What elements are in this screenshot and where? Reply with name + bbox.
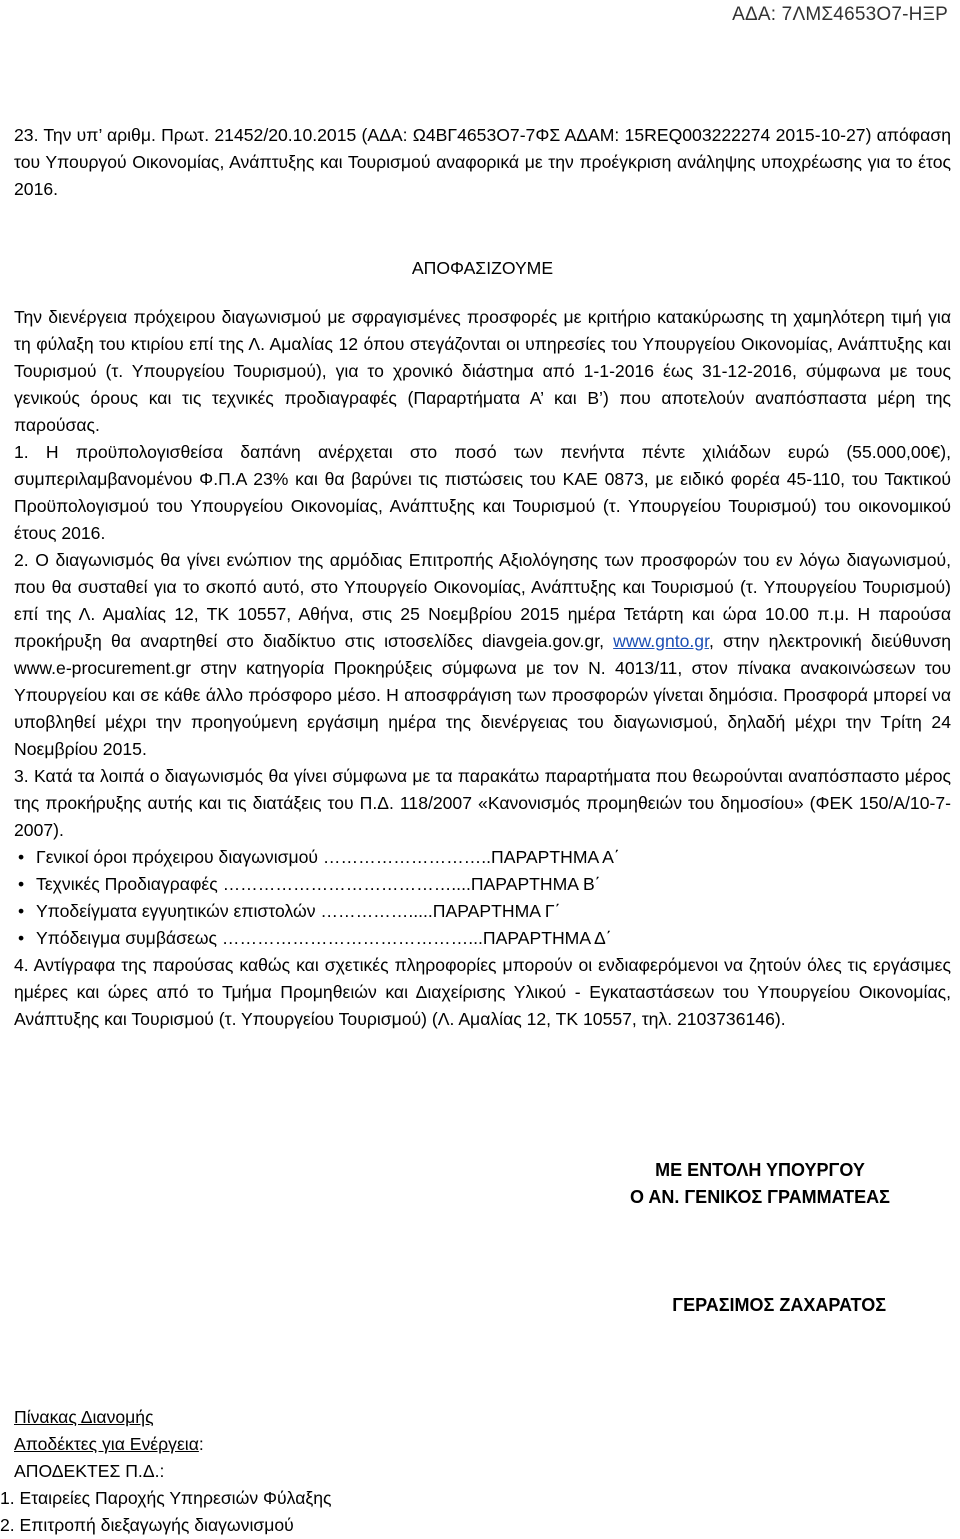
bullet-icon: • (18, 928, 25, 948)
distribution-title: Πίνακας Διανομής (14, 1407, 154, 1427)
annex-item-text: Υπόδειγμα συμβάσεως ……………………………………...ΠΑΡΑΡΤΗΜΑ Δ΄ (36, 928, 612, 948)
annex-item-text: Υποδείγματα εγγυητικών επιστολών …………….....ΠΑΡΑΡΤΗΜΑ Γ΄ (36, 901, 561, 921)
recipients-group-label: ΑΠΟΔΕΚΤΕΣ Π.Δ.: (14, 1461, 165, 1481)
gnto-website-link[interactable]: www.gnto.gr (613, 631, 709, 651)
annex-item-text: Τεχνικές Προδιαγραφές …………………………………....ΠΑΡΑΡΤΗΜΑ Β΄ (36, 874, 601, 894)
decision-item-1: 1. Η προϋπολογισθείσα δαπάνη ανέρχεται στο ποσό των πενήντα πέντε χιλιάδων ευρώ (55.000,00€), συμπεριλαμβανομένου Φ.Π.Α 23% και θα βαρύνει τις πιστώσεις του ΚΑΕ 0873, με ειδικό φορέα 45-110, του Τακτικού Προϋπολογισμού του Υπουργείου Οικονομίας, Ανάπτυξης και Τουρισμού (τ. Υπουργείου Τουρισμού) του οικονομικού έτους 2016. (14, 442, 951, 543)
annex-item (14, 844, 951, 871)
signature-block (610, 1157, 910, 1211)
signature-line-2: Ο ΑΝ. ΓΕΝΙΚΟΣ ΓΡΑΜΜΑΤΕΑΣ (630, 1187, 890, 1207)
annex-item-text: Γενικοί όροι πρόχειρου διαγωνισμού ………………………..ΠΑΡΑΡΤΗΜΑ Α΄ (36, 847, 620, 867)
reference-paragraph: 23. Την υπ’ αριθμ. Πρωτ. 21452/20.10.2015 (ΑΔΑ: Ω4ΒΓ4653Ο7-7ΦΣ ΑΔΑΜ: 15REQ003222274 2015-10-27) απόφαση του Υπουργού Οικονομίας, Ανάπτυξης και Τουρισμού αναφορικά με την προέγκριση ανάληψης υποχρέωσης για το έτος 2016. (14, 125, 951, 199)
action-recipients-row (14, 1431, 332, 1458)
action-recipients-label: Αποδέκτες για Ενέργεια (14, 1434, 199, 1454)
bullet-icon: • (18, 847, 25, 867)
decision-item-2 (14, 547, 951, 763)
distribution-list (0, 1404, 332, 1539)
recipient-item: 2. Επιτροπή διεξαγωγής διαγωνισμού (0, 1515, 294, 1535)
spacer (14, 282, 951, 304)
decision-item-3: 3. Κατά τα λοιπά ο διαγωνισμός θα γίνει σύμφωνα με τα παρακάτω παραρτήματα που θεωρούνται αναπόσπαστο μέρος της προκήρυξης αυτής και τις διατάξεις του Π.Δ. 118/2007 «Κανονισμός προμηθειών του δημοσίου» (ΦΕΚ 150/Α/10-7-2007). (14, 766, 951, 840)
document-body (14, 122, 951, 1033)
bullet-icon: • (18, 901, 25, 921)
action-recipients-colon: : (198, 1434, 204, 1454)
recipient-item: 1. Εταιρείες Παροχής Υπηρεσιών Φύλαξης (0, 1488, 332, 1508)
spacer (14, 203, 951, 255)
signatory-name: ΓΕΡΑΣΙΜΟΣ ΖΑΧΑΡΑΤΟΣ (672, 1295, 886, 1315)
annex-item (14, 898, 951, 925)
annex-list (14, 844, 951, 952)
item-2-text-before-link: 2. Ο διαγωνισμός θα γίνει ενώπιον της αρμόδιας Επιτροπής Αξιολόγησης των προσφορών του εν λόγω διαγωνισμού, που θα συσταθεί για το σκοπό αυτό, στο Υπουργείο Οικονομίας, Ανάπτυξης και Τουρισμού (τ. Υπουργείου Τουρισμού) επί της Λ. Αμαλίας 12, ΤΚ 10557, Αθήνα, στις 25 Νοεμβρίου 2015 ημέρα Τετάρτη και ώρα 10.00 π.μ. Η παρούσα προκήρυξη θα αναρτηθεί στο διαδίκτυο στις ιστοσελίδες diavgeia.gov.gr, (14, 550, 951, 651)
ada-code-header: ΑΔΑ: 7ΛΜΣ4653Ο7-ΗΞΡ (732, 4, 948, 25)
annex-item (14, 925, 951, 952)
annex-item (14, 871, 951, 898)
bullet-icon: • (18, 874, 25, 894)
decision-intro: Την διενέργεια πρόχειρου διαγωνισμού με σφραγισμένες προσφορές με κριτήριο κατακύρωσης τη χαμηλότερη τιμή για τη φύλαξη του κτιρίου επί της Λ. Αμαλίας 12 όπου στεγάζονται οι υπηρεσίες του Υπουργείου Οικονομίας, Ανάπτυξης και Τουρισμού (τ. Υπουργείου Τουρισμού), για το χρονικό διάστημα από 1-1-2016 έως 31-12-2016, σύμφωνα με τους γενικούς όρους και τις τεχνικές προδιαγραφές (Παραρτήματα Α’ και Β’) που αποτελούν αναπόσπαστα μέρη της παρούσας. (14, 307, 951, 435)
decision-heading: ΑΠΟΦΑΣΙΖΟΥΜΕ (411, 258, 554, 278)
decision-item-4: 4. Αντίγραφα της παρούσας καθώς και σχετικές πληροφορίες μπορούν οι ενδιαφερόμενοι να ζητούν όλες τις εργάσιμες ημέρες και ώρες από το Τμήμα Προμηθειών και Διαχείρισης Υλικού - Εγκαταστάσεων του Υπουργείου Οικονομίας, Ανάπτυξης και Τουρισμού (τ. Υπουργείου Τουρισμού) (Λ. Αμαλίας 12, ΤΚ 10557, τηλ. 2103736146). (14, 955, 951, 1029)
item-2-text-after-link: , στην ηλεκτρονική διεύθυνση www.e-procurement.gr στην κατηγορία Προκηρύξεις σύμφωνα με τον Ν. 4013/11, στον πίνακα ανακοινώσεων του Υπουργείου και σε κάθε άλλο πρόσφορο μέσο. Η αποσφράγιση των προσφορών γίνεται δημόσια. Προσφορά μπορεί να υποβληθεί μέχρι την προηγούμενη εργάσιμη ημέρα της διενέργειας του διαγωνισμού, δηλαδή μέχρι την Τρίτη 24 Νοεμβρίου 2015. (14, 631, 951, 759)
signature-line-1: ΜΕ ΕΝΤΟΛΗ ΥΠΟΥΡΓΟΥ (655, 1160, 865, 1180)
